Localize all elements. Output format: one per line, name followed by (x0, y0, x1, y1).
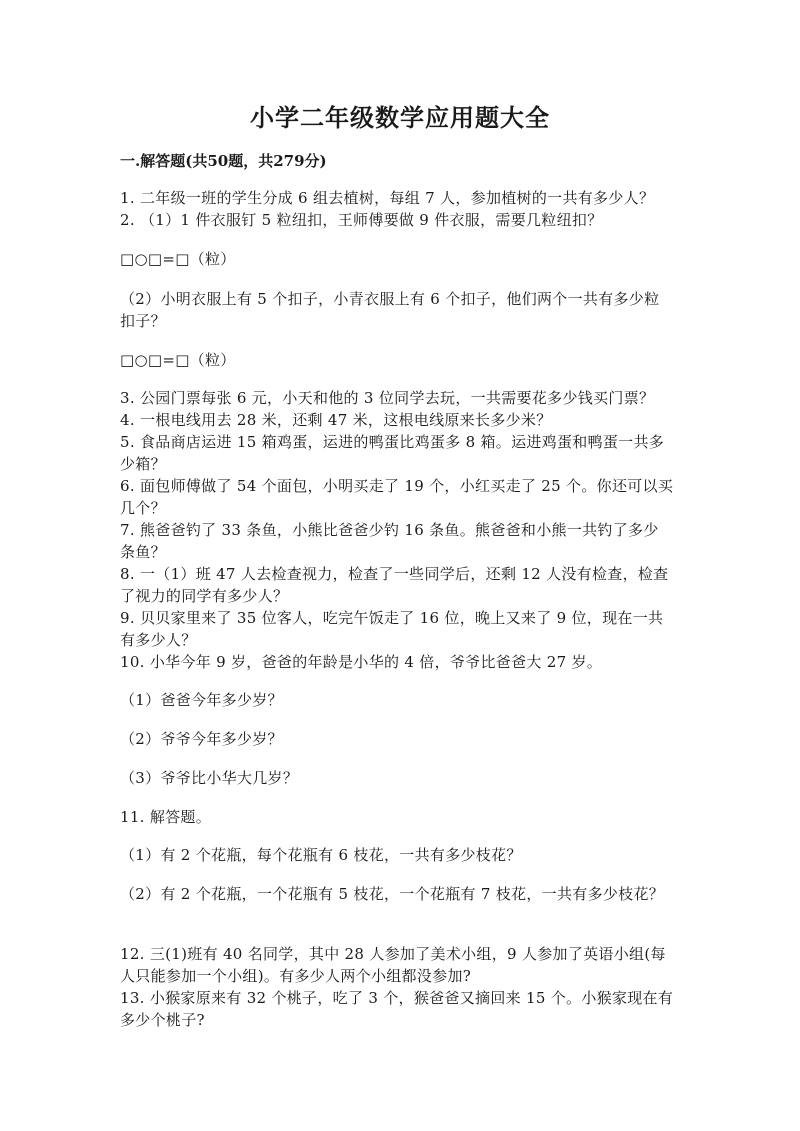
question-line: 12. 三(1)班有 40 名同学，其中 28 人参加了美术小组，9 人参加了英语小组(每 (120, 945, 666, 963)
question-line: （2）小明衣服上有 5 个扣子，小青衣服上有 6 个扣子，他们两个一共有多少粒 (120, 290, 660, 308)
question-line: 1. 二年级一班的学生分成 6 组去植树，每组 7 人，参加植树的一共有多少人？ (120, 189, 655, 207)
question-line: 条鱼？ (120, 543, 166, 561)
question-line: 9. 贝贝家里来了 35 位客人，吃完午饭走了 16 位，晚上又来了 9 位，现在一共 (120, 609, 664, 627)
question-line: 人只能参加一个小组)。有多少人两个小组都没参加? (120, 967, 472, 985)
sub-question: （2）有 2 个花瓶，一个花瓶有 5 枝花，一个花瓶有 7 枝花，一共有多少枝花？ (120, 885, 665, 903)
question-line: 3. 公园门票每张 6 元，小天和他的 3 位同学去玩，一共需要花多少钱买门票？ (120, 389, 655, 407)
question-line: 2. （1）1 件衣服钉 5 粒纽扣，王师傅要做 9 件衣服，需要几粒纽扣？ (120, 211, 603, 229)
question-line: 了视力的同学有多少人？ (120, 587, 289, 605)
question-line: 4. 一根电线用去 28 米，还剩 47 米，这根电线原来长多少米？ (120, 411, 552, 429)
question-line: 5. 食品商店运进 15 箱鸡蛋，运进的鸭蛋比鸡蛋多 8 箱。运进鸡蛋和鸭蛋一共多 (120, 433, 665, 451)
question-line: 10. 小华今年 9 岁，爸爸的年龄是小华的 4 倍，爷爷比爸爸大 27 岁。 (120, 653, 603, 671)
question-line: 多少个桃子? (120, 1011, 205, 1029)
question-line: 扣子？ (120, 312, 166, 330)
question-line: 少箱？ (120, 455, 166, 473)
page-title: 小学二年级数学应用题大全 (250, 103, 550, 132)
question-line: 几个？ (120, 499, 166, 517)
answer-template: □○□=□（粒） (120, 250, 236, 268)
question-line: 有多少人？ (120, 631, 197, 649)
question-line: 7. 熊爸爸钓了 33 条鱼，小熊比爸爸少钓 16 条鱼。熊爸爸和小熊一共钓了多少 (120, 521, 659, 539)
question-line: 13. 小猴家原来有 32 个桃子，吃了 3 个，猴爸爸又摘回来 15 个。小猴家现在有 (120, 989, 674, 1007)
sub-question: （1）有 2 个花瓶，每个花瓶有 6 枝花，一共有多少枝花？ (120, 846, 522, 864)
question-line: 6. 面包师傅做了 54 个面包，小明买走了 19 个，小红买走了 25 个。你还可以买 (120, 477, 674, 495)
sub-question: （2）爷爷今年多少岁？ (120, 730, 283, 748)
question-line: 8. 一（1）班 47 人去检查视力，检查了一些同学后，还剩 12 人没有检查，检查 (120, 565, 669, 583)
section-heading: 一.解答题(共50题，共279分) (120, 152, 327, 170)
sub-question: （3）爷爷比小华大几岁？ (120, 769, 299, 787)
sub-question: （1）爸爸今年多少岁？ (120, 691, 283, 709)
question-line: 11. 解答题。 (120, 808, 212, 826)
answer-template: □○□=□（粒） (120, 351, 236, 369)
